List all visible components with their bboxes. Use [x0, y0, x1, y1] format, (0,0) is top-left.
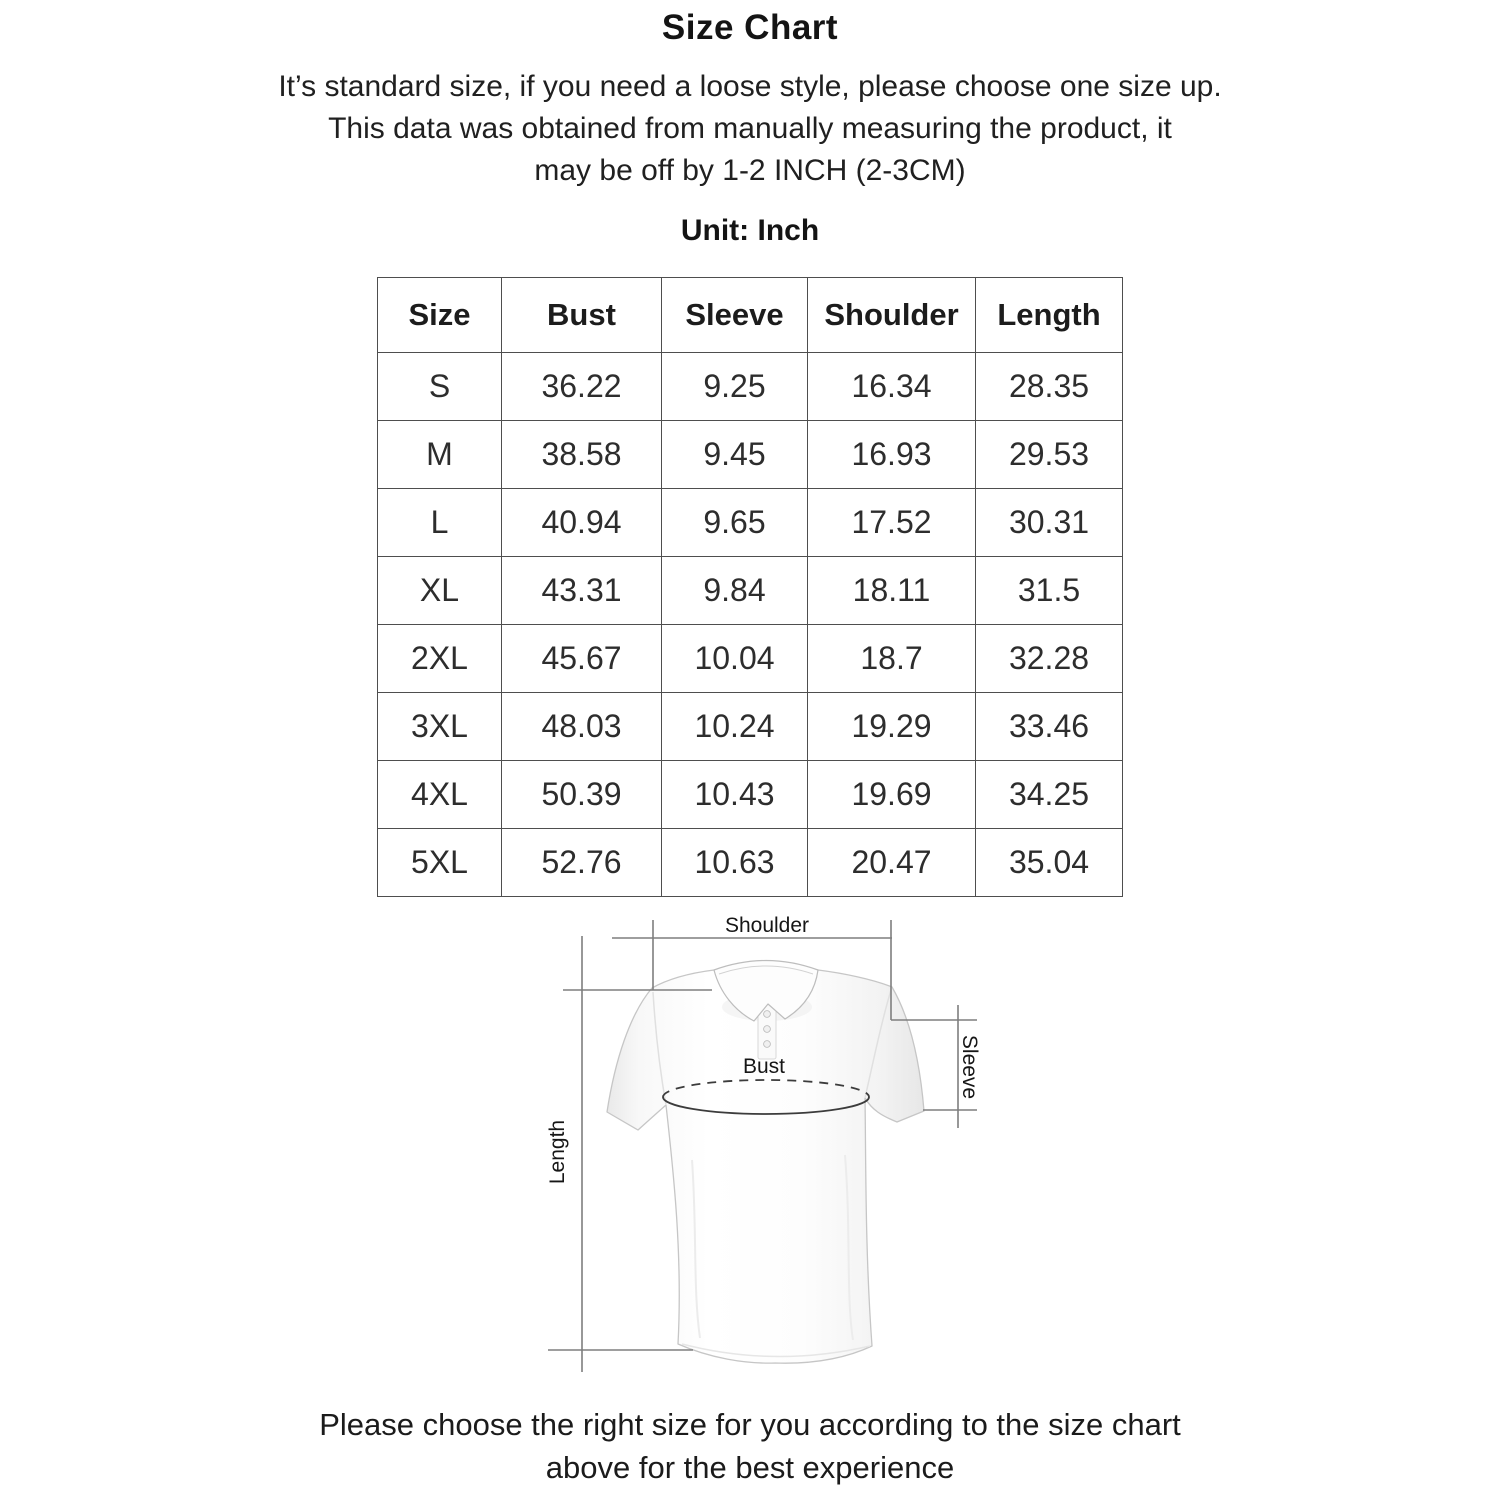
shoulder-cell: 16.34	[808, 353, 976, 421]
footer-note-line-2: above for the best experience	[545, 1450, 955, 1485]
size-cell: 4XL	[378, 761, 502, 829]
size-note-line-1: It’s standard size, if you need a loose style, please choose one size up.	[278, 70, 1222, 103]
table-row	[378, 557, 1123, 625]
size-note	[0, 66, 1500, 192]
bust-cell: 36.22	[502, 353, 662, 421]
size-cell: S	[378, 353, 502, 421]
size-cell: M	[378, 421, 502, 489]
table-header-row	[378, 278, 1123, 353]
bust-cell: 45.67	[502, 625, 662, 693]
sleeve-cell: 9.65	[662, 489, 808, 557]
table-row	[378, 489, 1123, 557]
sleeve-cell: 10.43	[662, 761, 808, 829]
column-header-bust: Bust	[502, 278, 662, 353]
table-row	[378, 625, 1123, 693]
shirt-body	[607, 961, 924, 1364]
table-row	[378, 761, 1123, 829]
column-header-length: Length	[976, 278, 1123, 353]
shoulder-cell: 18.7	[808, 625, 976, 693]
sleeve-cell: 10.24	[662, 693, 808, 761]
shoulder-cell: 16.93	[808, 421, 976, 489]
length-cell: 29.53	[976, 421, 1123, 489]
measurement-diagram	[520, 900, 1010, 1390]
table-row	[378, 421, 1123, 489]
polo-shirt-illustration	[520, 900, 1010, 1390]
bust-cell: 40.94	[502, 489, 662, 557]
length-cell: 33.46	[976, 693, 1123, 761]
sleeve-cell: 10.04	[662, 625, 808, 693]
shoulder-cell: 20.47	[808, 829, 976, 897]
size-table	[377, 277, 1123, 897]
bust-label: Bust	[742, 1055, 786, 1078]
size-cell: L	[378, 489, 502, 557]
size-cell: XL	[378, 557, 502, 625]
size-cell: 2XL	[378, 625, 502, 693]
column-header-sleeve: Sleeve	[662, 278, 808, 353]
shoulder-label: Shoulder	[724, 914, 810, 937]
column-header-size: Size	[378, 278, 502, 353]
unit-label: Unit: Inch	[680, 214, 820, 247]
sleeve-cell: 10.63	[662, 829, 808, 897]
sleeve-label: Sleeve	[958, 1034, 981, 1100]
shoulder-cell: 19.29	[808, 693, 976, 761]
length-cell: 34.25	[976, 761, 1123, 829]
bust-cell: 38.58	[502, 421, 662, 489]
bust-cell: 52.76	[502, 829, 662, 897]
sleeve-cell: 9.84	[662, 557, 808, 625]
footer-note-line-1: Please choose the right size for you according to the size chart	[319, 1407, 1181, 1442]
length-cell: 31.5	[976, 557, 1123, 625]
shoulder-cell: 18.11	[808, 557, 976, 625]
size-cell: 3XL	[378, 693, 502, 761]
bust-cell: 43.31	[502, 557, 662, 625]
length-cell: 32.28	[976, 625, 1123, 693]
column-header-shoulder: Shoulder	[808, 278, 976, 353]
length-cell: 28.35	[976, 353, 1123, 421]
footer-note	[0, 1403, 1500, 1489]
sleeve-cell: 9.45	[662, 421, 808, 489]
shoulder-cell: 19.69	[808, 761, 976, 829]
table-row	[378, 353, 1123, 421]
length-label: Length	[546, 1119, 569, 1185]
shoulder-cell: 17.52	[808, 489, 976, 557]
length-cell: 30.31	[976, 489, 1123, 557]
sleeve-cell: 9.25	[662, 353, 808, 421]
size-cell: 5XL	[378, 829, 502, 897]
table-row	[378, 829, 1123, 897]
table-row	[378, 693, 1123, 761]
size-note-line-2: This data was obtained from manually measuring the product, it	[328, 112, 1172, 145]
length-cell: 35.04	[976, 829, 1123, 897]
bust-cell: 50.39	[502, 761, 662, 829]
page-title: Size Chart	[661, 8, 839, 47]
bust-cell: 48.03	[502, 693, 662, 761]
size-note-line-3: may be off by 1-2 INCH (2-3CM)	[534, 154, 966, 187]
